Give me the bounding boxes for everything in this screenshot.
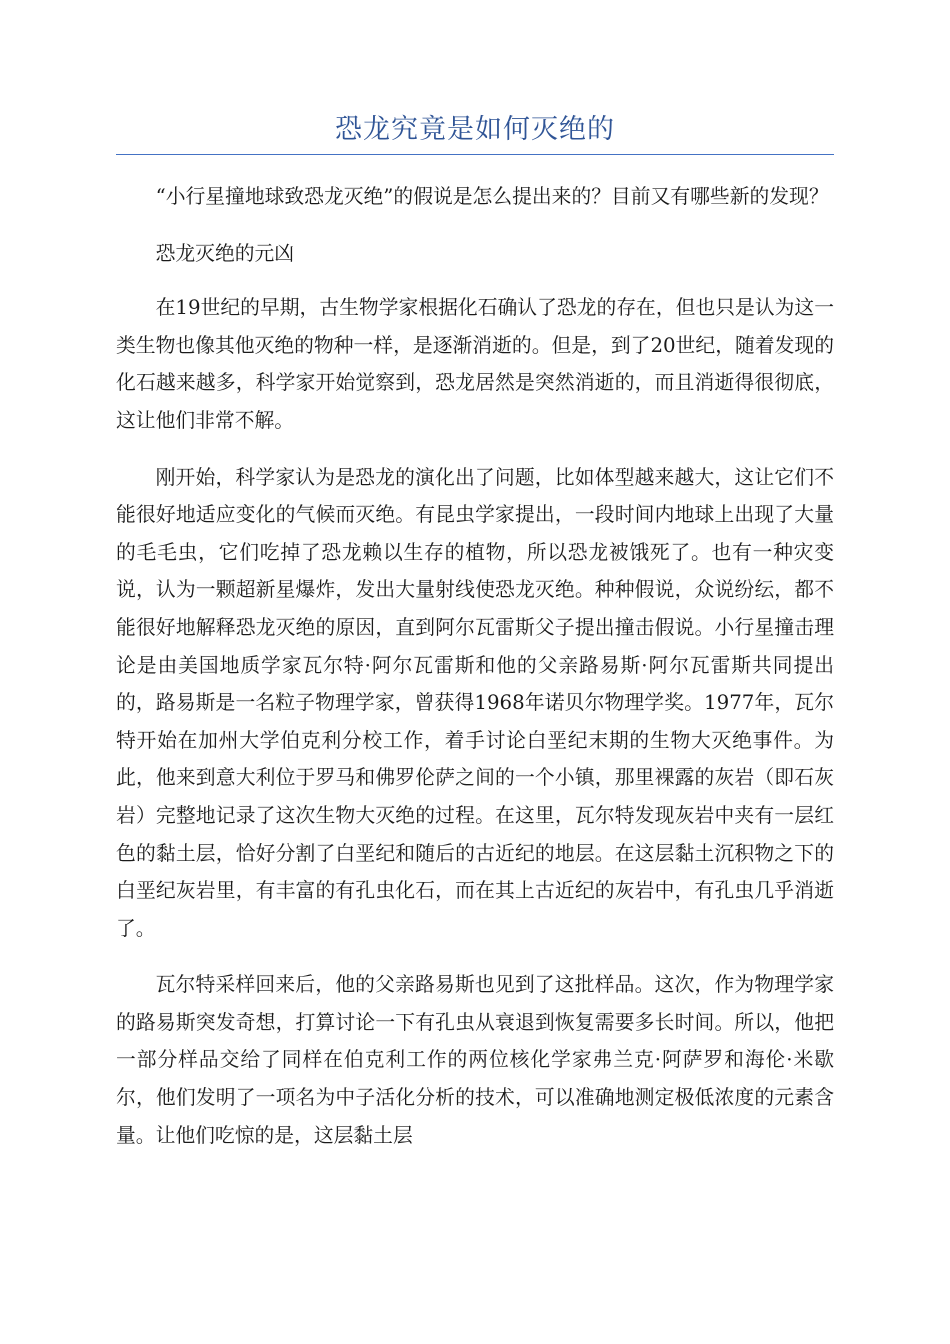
section-heading: 恐龙灭绝的元凶 (155, 241, 295, 265)
paragraph-1: 在19世纪的早期，古生物学家根据化石确认了恐龙的存在，但也只是认为这一类生物也像其他灭绝的物种一样，是逐渐消逝的。但是，到了20世纪，随着发现的化石越来越多，科学家开始觉察到，恐龙居然是突然消逝的，而且消逝得很彻底，这让他们非常不解。 (116, 296, 834, 432)
paragraph-3: 瓦尔特采样回来后，他的父亲路易斯也见到了这批样品。这次，作为物理学家的路易斯突发奇想，打算讨论一下有孔虫从衰退到恢复需要多长时间。所以，他把一部分样品交给了同样在伯克利工作的两位核化学家弗兰克·阿萨罗和海伦·米歇尔，他们发明了一项名为中子活化分析的技术，可以准确地测定极低浓度的元素含量。让他们吃惊的是，这层黏土层 (116, 973, 834, 1147)
title-underline (116, 154, 834, 155)
document-body (116, 178, 834, 1173)
intro-paragraph: “小行星撞地球致恐龙灭绝”的假说是怎么提出来的？目前又有哪些新的发现？ (155, 185, 829, 208)
paragraph-2: 刚开始，科学家认为是恐龙的演化出了问题，比如体型越来越大，这让它们不能很好地适应变化的气候而灭绝。有昆虫学家提出，一段时间内地球上出现了大量的毛毛虫，它们吃掉了恐龙赖以生存的植物，所以恐龙被饿死了。也有一种灾变说，认为一颗超新星爆炸，发出大量射线使恐龙灭绝。种种假说，众说纷纭，都不能很好地解释恐龙灭绝的原因，直到阿尔瓦雷斯父子提出撞击假说。小行星撞击理论是由美国地质学家瓦尔特·阿尔瓦雷斯和他的父亲路易斯·阿尔瓦雷斯共同提出的，路易斯是一名粒子物理学家，曾获得1968年诺贝尔物理学奖。1977年，瓦尔特开始在加州大学伯克利分校工作，着手讨论白垩纪末期的生物大灭绝事件。为此，他来到意大利位于罗马和佛罗伦萨之间的一个小镇，那里裸露的灰岩（即石灰岩）完整地记录了这次生物大灭绝的过程。在这里，瓦尔特发现灰岩中夹有一层红色的黏土层，恰好分割了白垩纪和随后的古近纪的地层。在这层黏土沉积物之下的白垩纪灰岩里，有丰富的有孔虫化石，而在其上古近纪的灰岩中，有孔虫几乎消逝了。 (116, 465, 834, 940)
document-title: 恐龙究竟是如何灭绝的 (335, 114, 615, 145)
